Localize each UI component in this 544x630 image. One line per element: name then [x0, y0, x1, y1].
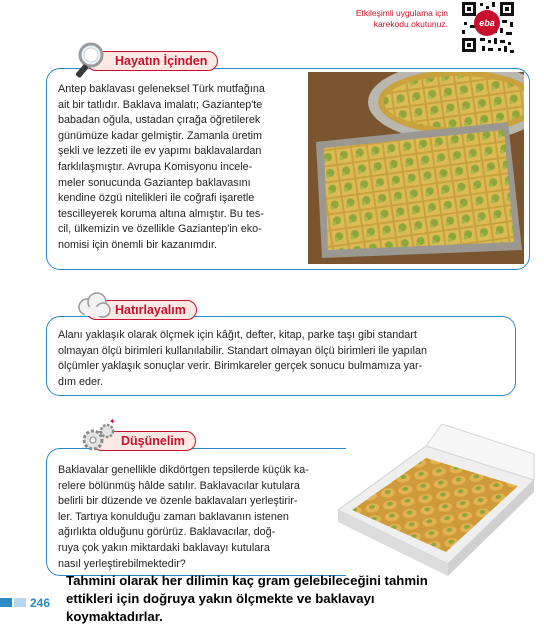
text-line: tescilleyerek koruma altına almıştır. Bu tes-	[58, 207, 264, 220]
section1-title	[86, 51, 218, 71]
magnifier-icon	[73, 38, 113, 78]
section1-title-label: Hayatın İçinden	[115, 54, 208, 68]
text-line: belirli bir düzende ve özenle baklavaları yerleştirir-	[58, 495, 298, 508]
text-line: Antep baklavası geleneksel Türk mutfağına	[58, 83, 265, 95]
section2-title	[86, 300, 197, 320]
text-line: ölçümler yaklaşık sonuçlar verir. Birimkareler gerçek sonucu bulmamıza yar-	[58, 360, 423, 373]
text-line: ruya çok yakın miktardaki baklavayı kutulara	[58, 541, 270, 554]
answer-line: ettikleri için doğruya yakın ölçmekte ve baklavayı	[66, 591, 375, 606]
qr-note	[338, 8, 448, 30]
eba-logo: eba	[474, 10, 500, 36]
text-line: nomisi için önemli bir kazanımdır.	[58, 238, 218, 251]
text-line: ler. Tartıya konulduğu zaman baklavanın istenen	[58, 510, 289, 523]
page-marker-light	[14, 598, 26, 607]
text-line: günümüze kadar gelmiştir. Zamanla üretim	[58, 129, 263, 142]
section3-photo	[330, 424, 540, 584]
text-line: farklılaşmıştır. Avrupa Komisyonu incele-	[58, 160, 253, 173]
cloud-icon	[73, 287, 113, 327]
gears-icon	[79, 418, 119, 458]
section3-title-label: Düşünelim	[121, 434, 185, 448]
section1-photo	[308, 72, 524, 264]
page-number: 246	[30, 596, 51, 610]
text-line: meler sonucunda Gaziantep baklavasını	[58, 176, 251, 189]
page-marker-dark	[0, 598, 12, 607]
text-line: ağırlıkta olduğunu görürüz. Baklavacılar, doğ-	[58, 526, 276, 539]
section1-text	[58, 82, 310, 254]
text-line: Alanı yaklaşık olarak ölçmek için kâğıt, defter, kitap, parke taşı gibi standart	[58, 329, 417, 341]
section2-title-label: Hatırlayalım	[115, 303, 186, 317]
qr-note-line2: karekodu okutunuz.	[373, 19, 448, 29]
text-line: relere bölünmüş hâlde satılır. Baklavacılar kutulara	[58, 479, 300, 492]
svg-text:✦: ✦	[109, 418, 116, 426]
text-line: kendine özgü nitelikleri ile coğrafi işaretle	[58, 192, 255, 205]
text-line: babadan oğula, ustadan çırağa öğretilerek	[58, 114, 261, 127]
section3-text	[58, 463, 348, 572]
text-line: nasıl yerleştirebilmektedir?	[58, 557, 186, 570]
section2-text	[58, 328, 508, 390]
answer-line: koymaktadırlar.	[66, 609, 163, 624]
answer-text	[66, 572, 466, 626]
text-line: Baklavalar genellikle dikdörtgen tepsilerde küçük ka-	[58, 464, 309, 476]
section3-title	[92, 418, 196, 451]
qr-note-line1: Etkileşimli uygulama için	[355, 8, 448, 18]
answer-line: Tahmini olarak her dilimin kaç gram gelebileceğini tahmin	[66, 573, 428, 588]
text-line: dım eder.	[58, 375, 104, 388]
text-line: olmayan ölçü birimleri kullanılabilir. Standart olmayan ölçü birimleri ile yapılan	[58, 344, 428, 357]
text-line: şekli ve lezzeti ile ev yapımı baklavalardan	[58, 145, 262, 158]
text-line: ait bir tatlıdır. Baklava imalatı; Gaziantep'te	[58, 98, 263, 111]
text-line: cil, ülkemizin ve özellikle Gaziantep'in eko-	[58, 223, 262, 236]
